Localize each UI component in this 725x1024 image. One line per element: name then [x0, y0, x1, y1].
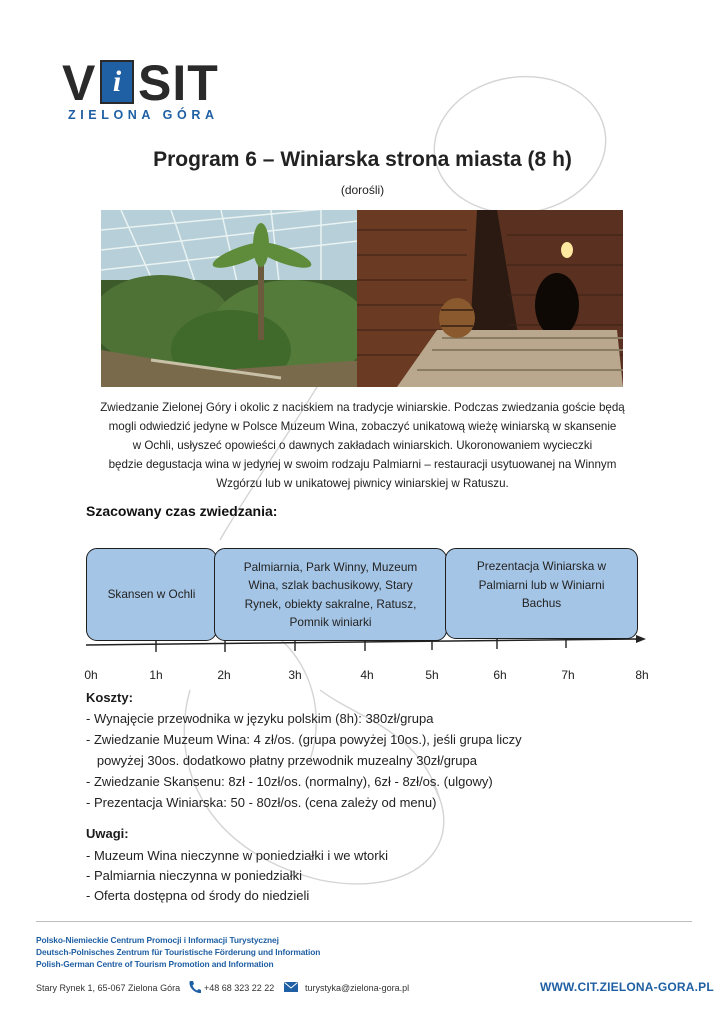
- note-item: - Muzeum Wina nieczynne w poniedziałki i we wtorki: [86, 848, 389, 863]
- page-subtitle: (dorośli): [340, 183, 385, 197]
- cost-item: - Zwiedzanie Muzeum Wina: 4 zł/os. (grupa powyżej 10os.), jeśli grupa liczy: [86, 732, 522, 747]
- page-title: Program 6 – Winiarska strona miasta (8 h): [153, 148, 572, 171]
- description-line: mogli odwiedzić jedyne w Polsce Muzeum Wina, zobaczyć unikatową wieżę winiarską w skansenie: [108, 420, 617, 433]
- footer-website-link[interactable]: WWW.CIT.ZIELONA-GORA.PL: [540, 980, 714, 994]
- cost-item: - Zwiedzanie Skansenu: 8zł - 10zł/os. (normalny), 6zł - 8zł/os. (ulgowy): [86, 774, 493, 789]
- description-line: Wzgórzu lub w unikatowej piwnicy winiarskiej w Ratuszu.: [216, 477, 509, 490]
- envelope-icon: [284, 982, 298, 992]
- tick-label: 1h: [149, 668, 163, 682]
- tick-label: 0h: [84, 668, 98, 682]
- tick-label: 6h: [493, 668, 507, 682]
- timeline-phase-city-tour: [214, 548, 447, 641]
- footer-divider: [36, 921, 692, 922]
- phase-line: Prezentacja Winiarska w: [476, 559, 607, 573]
- phase-line: Skansen w Ochli: [107, 587, 196, 602]
- note-item: - Palmiarnia nieczynna w poniedziałki: [86, 868, 303, 883]
- description-line: w Ochli, usłyszeć opowieści o dawnych zakładach winiarskich. Ukoronowaniem wycieczki: [132, 439, 593, 452]
- logo-letter-v: V: [62, 55, 97, 111]
- timeline-phase-wine-presentation: [445, 548, 638, 639]
- phase-line: Pomnik winiarki: [289, 615, 372, 629]
- cost-item: - Prezentacja Winiarska: 50 - 80zł/os. (cena zależy od menu): [86, 795, 437, 810]
- logo-city-name: ZIELONA GÓRA: [68, 108, 219, 122]
- phase-line: Wina, szlak bachusikowy, Stary: [248, 578, 413, 592]
- costs-heading: Koszty:: [86, 690, 133, 705]
- phase-line: Palmiarni lub w Winiarni: [478, 577, 605, 592]
- tick-label: 2h: [217, 668, 231, 682]
- footer-org-de: Deutsch-Polnisches Zentrum für Touristische Förderung und Information: [36, 947, 321, 957]
- phase-line: Rynek, obiekty sakralne, Ratusz,: [244, 596, 417, 611]
- footer-org-en: Polish-German Centre of Tourism Promotion and Information: [36, 959, 274, 969]
- tick-label: 5h: [425, 668, 439, 682]
- description-line: będzie degustacja wina w jedynej w swoim rodzaju Palmiarni – restauracji usytuowanej na Winnym: [108, 458, 617, 471]
- phone-icon: [188, 980, 201, 994]
- logo-letters-sit: SIT: [138, 55, 219, 111]
- description-line: Zwiedzanie Zielonej Góry i okolic z naciskiem na tradycje winiarskie. Podczas zwiedzania goście będą: [100, 401, 625, 414]
- timeline-phase-skansen: [86, 548, 217, 641]
- footer-address: Stary Rynek 1, 65-067 Zielona Góra: [36, 983, 181, 993]
- tick-label: 4h: [360, 668, 374, 682]
- cost-item: powyżej 30os. dodatkowo płatny przewodnik muzealny 30zł/grupa: [86, 753, 477, 768]
- phase-line: Palmiarnia, Park Winny, Muzeum: [243, 559, 418, 574]
- footer-phone[interactable]: +48 68 323 22 22: [204, 983, 275, 993]
- info-i-icon: i: [112, 65, 122, 98]
- estimated-time-heading: Szacowany czas zwiedzania:: [86, 503, 278, 519]
- footer-email-link[interactable]: turystyka@zielona-gora.pl: [305, 983, 410, 993]
- phase-line: Bachus: [521, 596, 562, 610]
- tick-label: 8h: [635, 668, 649, 682]
- note-item: - Oferta dostępna od środy do niedzieli: [86, 888, 310, 903]
- cost-item: - Wynajęcie przewodnika w języku polskim (8h): 380zł/grupa: [86, 711, 434, 726]
- footer-org-pl: Polsko-Niemieckie Centrum Promocji i Informacji Turystycznej: [36, 935, 279, 945]
- notes-heading: Uwagi:: [86, 826, 129, 841]
- tick-label: 3h: [288, 668, 302, 682]
- tick-label: 7h: [561, 668, 575, 682]
